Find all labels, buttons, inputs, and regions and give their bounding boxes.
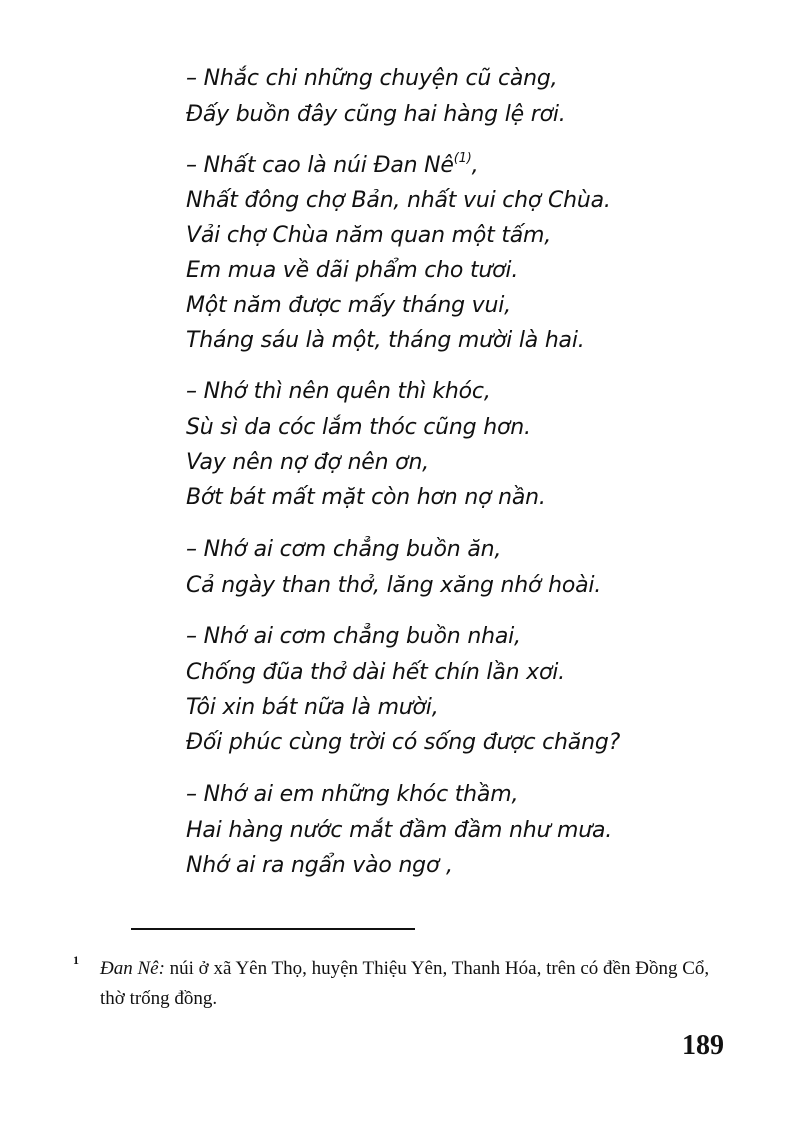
poem-line	[186, 152, 478, 183]
footnote-text	[100, 954, 730, 1014]
poem-line: Hai hàng nước mắt đầm đầm như mưa.	[186, 818, 613, 843]
poem-line: Vải chợ Chùa năm quan một tấm,	[186, 223, 552, 248]
poem-line: Vay nên nợ đợ nên ơn,	[186, 450, 429, 475]
poem-line: Cả ngày than thở, lăng xăng nhớ hoài.	[186, 573, 602, 598]
poem-line: Bớt bát mất mặt còn hơn nợ nần.	[186, 485, 546, 510]
poem-line: – Nhớ ai cơm chẳng buồn nhai,	[186, 624, 521, 649]
poem-line: – Nhớ ai cơm chẳng buồn ăn,	[186, 537, 502, 562]
poem-line: – Nhớ thì nên quên thì khóc,	[186, 379, 491, 404]
footnote-body: núi ở xã Yên Thọ, huyện Thiệu Yên, Thanh Hóa, trên có đền Đồng Cổ, thờ trống đồng.	[100, 958, 710, 1009]
page-number: 189	[682, 1030, 724, 1061]
footnote-divider	[131, 928, 415, 930]
poem-line: Nhất đông chợ Bản, nhất vui chợ Chùa.	[186, 188, 611, 213]
poem-line: Đối phúc cùng trời có sống được chăng?	[186, 730, 621, 755]
poem-line: Một năm được mấy tháng vui,	[186, 293, 511, 318]
footnote-term: Đan Nê:	[100, 958, 165, 979]
poem-line-text: – Nhất cao là núi Đan Nê	[186, 153, 454, 178]
poem-line: – Nhắc chi những chuyện cũ càng,	[186, 66, 558, 91]
footnote-reference: (1)	[453, 151, 472, 166]
poem-line: Nhớ ai ra ngẩn vào ngơ ,	[186, 853, 453, 878]
poem-line: Tôi xin bát nữa là mười,	[186, 695, 439, 720]
poem-line: Sù sì da cóc lắm thóc cũng hơn.	[186, 415, 531, 440]
poem-line: Đấy buồn đây cũng hai hàng lệ rơi.	[186, 102, 566, 127]
poem-line: Chống đũa thở dài hết chín lần xơi.	[186, 660, 565, 685]
footnote-marker: 1	[73, 953, 79, 967]
poem-line-punctuation: ,	[471, 153, 479, 178]
poem-line: – Nhớ ai em những khóc thầm,	[186, 782, 519, 807]
poem-line: Em mua về dãi phẩm cho tươi.	[186, 258, 519, 283]
poem-line: Tháng sáu là một, tháng mười là hai.	[186, 328, 585, 353]
